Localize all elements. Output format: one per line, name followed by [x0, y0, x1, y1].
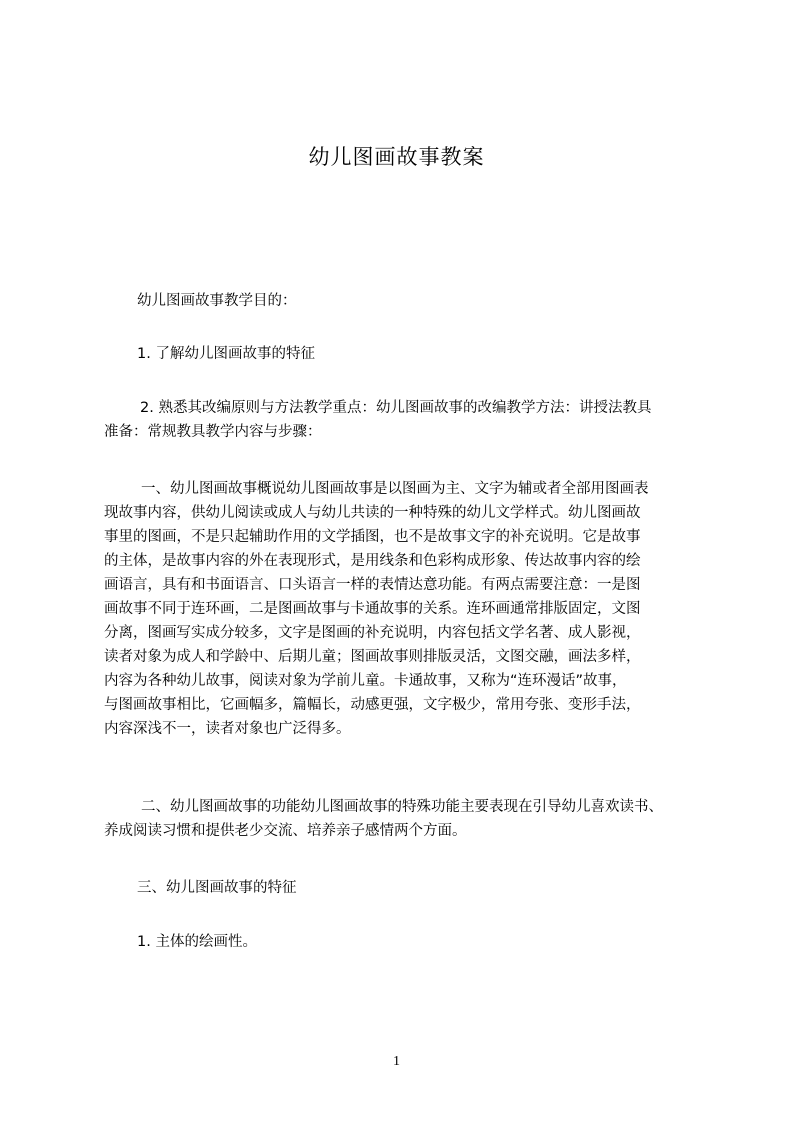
paragraph-section-1	[104, 477, 649, 741]
document-title: 幼儿图画故事教案	[308, 145, 485, 169]
paragraph-feature-1	[137, 930, 257, 954]
text-line: 分离，图画写实成分较多，文字是图画的补充说明，内容包括文学名著、成人影视，	[104, 625, 641, 641]
paragraph-goal-1	[137, 342, 315, 366]
page-number: 1	[393, 1054, 400, 1069]
text-line: 准备：常规教具教学内容与步骤：	[104, 424, 322, 440]
text-line: 内容为各种幼儿故事，阅读对象为学前儿童。卡通故事，又称为“连环漫话”故事，	[104, 673, 627, 689]
text-line: 幼儿图画故事教学目的：	[137, 293, 297, 309]
text-line: 与图画故事相比，它画幅多，篇幅长，动感更强，文字极少，常用夸张、变形手法，	[104, 697, 641, 713]
text-line: 读者对象为成人和学龄中、后期儿童；图画故事则排版灵活，文图交融，画法多样，	[104, 649, 641, 665]
text-line: 养成阅读习惯和提供老少交流、培养亲子感情两个方面。	[104, 823, 467, 839]
paragraph-section-3	[137, 876, 297, 900]
text-line: 一、幼儿图画故事概说幼儿图画故事是以图画为主、文字为辅或者全部用图画表	[141, 481, 649, 497]
text-line: 内容深浅不一，读者对象也广泛得多。	[104, 721, 351, 737]
paragraph-teaching-goals	[137, 289, 297, 313]
text-line: 三、幼儿图画故事的特征	[137, 880, 297, 896]
text-line: 画故事不同于连环画，二是图画故事与卡通故事的关系。连环画通常排版固定，文图	[104, 601, 641, 617]
text-line: 的主体，是故事内容的外在表现形式，是用线条和色彩构成形象、传达故事内容的绘	[104, 553, 641, 569]
text-line: 现故事内容，供幼儿阅读或成人与幼儿共读的一种特殊的幼儿文学样式。幼儿图画故	[104, 505, 641, 521]
paragraph-goal-2	[104, 396, 651, 444]
paragraph-section-2	[104, 795, 663, 843]
text-line: 1. 主体的绘画性。	[137, 934, 257, 950]
text-line: 事里的图画，不是只起辅助作用的文学插图，也不是故事文字的补充说明。它是故事	[104, 529, 641, 545]
text-line: 2. 熟悉其改编原则与方法教学重点：幼儿图画故事的改编教学方法：讲授法教具	[140, 400, 652, 416]
text-line: 画语言，具有和书面语言、口头语言一样的表情达意功能。有两点需要注意：一是图	[104, 577, 641, 593]
text-line: 二、幼儿图画故事的功能幼儿图画故事的特殊功能主要表现在引导幼儿喜欢读书、	[141, 799, 663, 815]
text-line: 1. 了解幼儿图画故事的特征	[137, 346, 315, 362]
